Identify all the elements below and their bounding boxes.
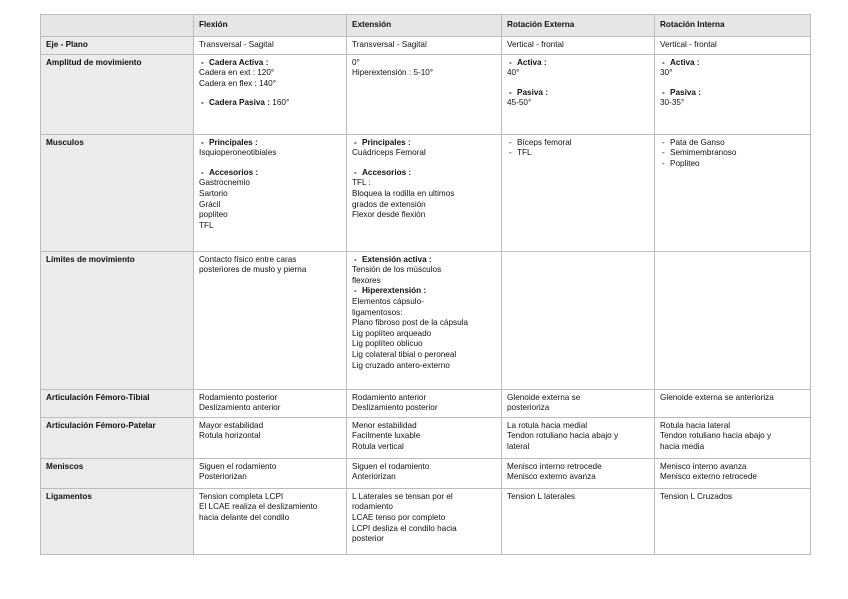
cell-amplitud-extension (347, 54, 502, 134)
text-line: - Activa : (507, 58, 649, 69)
text-line: Tendon rotuliano hacia abajo y (507, 431, 619, 441)
text-line: Menor estabilidad (352, 420, 417, 430)
text-line: Menisco externo avanza (507, 472, 596, 482)
row-label-art-patelar: Articulación Fémoro-Patelar (41, 417, 194, 458)
header-flexion: Flexión (194, 15, 347, 37)
cell-art-patelar-rot-interna (655, 417, 811, 458)
header-corner (41, 15, 194, 37)
text-line: Anteriorizan (352, 472, 396, 482)
list-item: - Bíceps femoral (507, 138, 649, 149)
text-line: - Pasiva : (507, 88, 649, 99)
text-line: hacia media (660, 441, 705, 451)
cell-art-tibial-rot-interna (655, 389, 811, 417)
text-line: LCPI desliza el condilo hacia (352, 523, 457, 533)
text-line: Contacto físico entre caras (199, 254, 297, 264)
text-line: Rodamiento anterior (352, 392, 427, 402)
cell-amplitud-rot-interna (655, 54, 811, 134)
cell-eje-rot-interna: Vertical - frontal (655, 37, 811, 55)
text-line: - Extensión activa : (352, 255, 496, 266)
table-row (41, 389, 811, 417)
text-line: Grácil (199, 199, 221, 209)
text-line: 30° (660, 68, 673, 78)
text-line: - Pasiva : (660, 88, 805, 99)
header-rotacion-interna: Rotación Interna (655, 15, 811, 37)
text-line: Elementos cápsulo- (352, 296, 424, 306)
text-line: - Accesorios : (352, 168, 496, 179)
cell-ligamentos-extension (347, 488, 502, 554)
cell-amplitud-flexion (194, 54, 347, 134)
cell-art-tibial-rot-externa (502, 389, 655, 417)
cell-limites-rot-externa (502, 251, 655, 389)
text-line: Lig colateral tibial o peroneal (352, 349, 457, 359)
text-line: Isquioperoneotibiales (199, 148, 277, 158)
text-line: Rodamiento posterior (199, 392, 278, 402)
cell-eje-extension: Transversal - Sagital (347, 37, 502, 55)
text-line: Deslizamiento anterior (199, 403, 281, 413)
header-rotacion-externa: Rotación Externa (502, 15, 655, 37)
row-label-ligamentos: Ligamentos (41, 488, 194, 554)
text-line: - Principales : (199, 138, 341, 149)
table-row (41, 37, 811, 55)
text-line: Rotula vertical (352, 441, 404, 451)
cell-musculos-flexion (194, 134, 347, 251)
text-line: Cadera en ext : 120° (199, 68, 275, 78)
text-line: Menisco interno avanza (660, 461, 747, 471)
table-row (41, 251, 811, 389)
text-line: posterioriza (507, 403, 550, 413)
list-item: - TFL (507, 148, 649, 159)
text-line: Hiperextensión : 5-10° (352, 68, 434, 78)
cell-musculos-rot-interna (655, 134, 811, 251)
text-line: Tendon rotuliano hacia abajo y (660, 431, 772, 441)
text-line: Siguen el rodamiento (199, 461, 277, 471)
text-line: Cuádriceps Femoral (352, 148, 426, 158)
cell-meniscos-extension (347, 458, 502, 488)
text-line: Glenoide externa se anterioriza (660, 392, 774, 402)
cell-meniscos-rot-interna (655, 458, 811, 488)
cell-limites-rot-interna (655, 251, 811, 389)
cell-eje-rot-externa: Vertical - frontal (502, 37, 655, 55)
row-label-art-tibial: Articulación Fémoro-Tibial (41, 389, 194, 417)
table-row (41, 134, 811, 251)
text-line: Menisco interno retrocede (507, 461, 602, 471)
text-line: 40° (507, 68, 520, 78)
text-line: Tensión de los músculos (352, 265, 442, 275)
row-label-limites: Límites de movimiento (41, 251, 194, 389)
cell-ligamentos-rot-externa (502, 488, 655, 554)
table-row (41, 54, 811, 134)
row-label-amplitud: Amplitud de movimiento (41, 54, 194, 134)
text-line: ligamentosos: (352, 307, 403, 317)
text-line: LCAE tenso por completo (352, 512, 446, 522)
cell-amplitud-rot-externa (502, 54, 655, 134)
cell-limites-flexion (194, 251, 347, 389)
row-label-eje: Eje - Plano (41, 37, 194, 55)
text-line: Lig cruzado antero-externo (352, 360, 450, 370)
text-line: Cadera en flex : 140° (199, 78, 277, 88)
text-line: rodamiento (352, 502, 393, 512)
row-label-musculos: Musculos (41, 134, 194, 251)
cell-meniscos-flexion (194, 458, 347, 488)
table-row (41, 417, 811, 458)
text-line: - Cadera Pasiva : 160° (199, 98, 341, 109)
text-line: TFL (199, 220, 214, 230)
text-line: Tension L Cruzados (660, 491, 733, 501)
text-line: Menisco externo retrocede (660, 472, 757, 482)
text-line: Tension L laterales (507, 491, 575, 501)
text-line: - Accesorios : (199, 168, 341, 179)
text-line: posterior (352, 534, 384, 544)
cell-art-patelar-flexion (194, 417, 347, 458)
text-line: L Laterales se tensan por el (352, 491, 453, 501)
text-line: 30-35° (660, 98, 685, 108)
table-row (41, 458, 811, 488)
text-line: Plano fibroso post de la cápsula (352, 318, 469, 328)
text-line: posteriores de muslo y pierna (199, 265, 307, 275)
text-line: Sartorio (199, 188, 228, 198)
text-line: Deslizamiento posterior (352, 403, 438, 413)
text-line: Rotula horizontal (199, 431, 261, 441)
text-line: Posteriorizan (199, 472, 247, 482)
text-line: flexores (352, 275, 381, 285)
text-line: Rotula hacia lateral (660, 420, 731, 430)
text-line: Facilmente luxable (352, 431, 421, 441)
list-item: - Semimembranoso (660, 148, 805, 159)
text-line: popliteo (199, 210, 228, 220)
cell-musculos-extension (347, 134, 502, 251)
cell-meniscos-rot-externa (502, 458, 655, 488)
cell-musculos-rot-externa (502, 134, 655, 251)
text-line: - Hiperextensión : (352, 286, 496, 297)
text-line: 45-50° (507, 98, 532, 108)
table-row (41, 488, 811, 554)
cell-art-tibial-flexion (194, 389, 347, 417)
cell-art-patelar-rot-externa (502, 417, 655, 458)
cell-eje-flexion: Transversal - Sagital (194, 37, 347, 55)
cell-ligamentos-rot-interna (655, 488, 811, 554)
text-line: Mayor estabilidad (199, 420, 264, 430)
biomechanics-table (40, 14, 811, 555)
text-line: Lig poplíteo oblicuo (352, 339, 423, 349)
text-line: hacia delante del condilo (199, 512, 290, 522)
text-line: El LCAE realiza el deslizamiento (199, 502, 318, 512)
text-line: lateral (507, 441, 530, 451)
text-line: Glenoide externa se (507, 392, 581, 402)
text-line: Tension completa LCPI (199, 491, 284, 501)
cell-art-patelar-extension (347, 417, 502, 458)
row-label-meniscos: Meniscos (41, 458, 194, 488)
cell-art-tibial-extension (347, 389, 502, 417)
list-item: - Popliteo (660, 159, 805, 170)
text-line: Bloquea la rodilla en ultimos (352, 188, 455, 198)
header-extension: Extensión (347, 15, 502, 37)
text-line: 0° (352, 57, 360, 67)
text-line: - Cadera Activa : (199, 58, 341, 69)
text-line: - Activa : (660, 58, 805, 69)
text-line: Siguen el rodamiento (352, 461, 430, 471)
text-line: - Principales : (352, 138, 496, 149)
header-row (41, 15, 811, 37)
text-line: Lig poplíteo arqueado (352, 328, 432, 338)
text-line: Gastrocnemio (199, 178, 250, 188)
cell-limites-extension (347, 251, 502, 389)
cell-ligamentos-flexion (194, 488, 347, 554)
text-line: Flexor desde flexión (352, 210, 426, 220)
list-item: - Pata de Ganso (660, 138, 805, 149)
text-line: La rotula hacia medial (507, 420, 588, 430)
text-line: grados de extensión (352, 199, 426, 209)
text-line: TFL : (352, 178, 371, 188)
